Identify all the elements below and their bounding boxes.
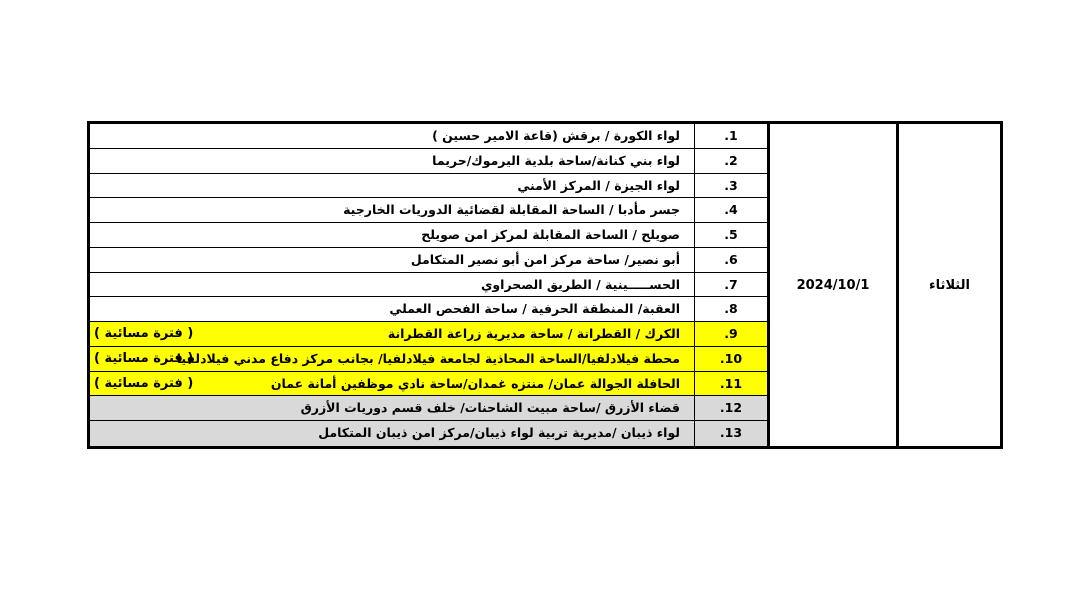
location-cell [90, 273, 695, 297]
location-cell [90, 372, 695, 396]
location-text: لواء الكورة / برقش (قاعة الامير حسين ) [432, 128, 680, 143]
location-text: محطة فيلادلفيا/الساحة المحاذية لجامعة فيلادلفيا/ بجانب مركز دفاع مدني فيلادلفيا [176, 350, 680, 366]
table-row [90, 273, 767, 298]
table-row [90, 322, 767, 347]
table-row [90, 347, 767, 372]
location-cell [90, 124, 695, 148]
location-text: الكرك / القطرانة / ساحة مديرية زراعة القطرانة [387, 326, 680, 342]
row-number-cell: .13 [695, 421, 767, 446]
location-text: أبو نصير/ ساحة مركز امن أبو نصير المتكامل [410, 251, 680, 267]
table-row [90, 248, 767, 273]
location-cell [90, 198, 695, 222]
location-cell [90, 297, 695, 321]
row-number-cell: .6 [695, 248, 767, 272]
row-number-cell: .3 [695, 174, 767, 198]
table-row [90, 396, 767, 421]
location-cell [90, 248, 695, 272]
location-cell [90, 322, 695, 346]
table-row [90, 223, 767, 248]
table-row [90, 372, 767, 397]
location-cell [90, 347, 695, 371]
row-number-cell: .9 [695, 322, 767, 346]
location-cell [90, 421, 695, 446]
table-row [90, 149, 767, 174]
evening-period-note: ( فترة مسائية ) [94, 326, 194, 342]
location-text: الحســـــينية / الطريق الصحراوي [480, 276, 680, 292]
location-text: لواء ذيبان /مديرية تربية لواء ذيبان/مركز امن ذيبان المتكامل [318, 425, 680, 441]
day-cell: الثلاثاء [929, 277, 970, 293]
location-text: الحافلة الجوالة عمان/ منتزه غمدان/ساحة نادي موظفين أمانة عمان [270, 375, 680, 391]
table-row [90, 174, 767, 199]
schedule-table [87, 121, 1003, 449]
row-number-cell: .10 [695, 347, 767, 371]
location-text: لواء الجيزة / المركز الأمني [517, 177, 680, 193]
evening-period-note: ( فترة مسائية ) [94, 350, 194, 366]
row-number-cell: .1 [695, 124, 767, 148]
locations-list [90, 124, 767, 446]
table-row [90, 124, 767, 149]
location-cell [90, 149, 695, 173]
location-text: العقبة/ المنطقة الحرفية / ساحة الفحص العملي [389, 301, 680, 317]
row-number-cell: .5 [695, 223, 767, 247]
evening-period-note: ( فترة مسائية ) [94, 375, 194, 391]
location-text: لواء بني كنانة/ساحة بلدية اليرموك/حريما [432, 152, 680, 168]
table-row [90, 198, 767, 223]
location-cell [90, 223, 695, 247]
location-text: صويلح / الساحة المقابلة لمركز امن صويلح [421, 227, 680, 243]
location-cell [90, 396, 695, 420]
table-row [90, 421, 767, 446]
row-number-cell: .12 [695, 396, 767, 420]
location-cell [90, 174, 695, 198]
row-number-cell: .8 [695, 297, 767, 321]
location-text: قضاء الأزرق /ساحة مبيت الشاحنات/ خلف قسم دوريات الأزرق [300, 400, 680, 416]
row-number-cell: .11 [695, 372, 767, 396]
row-number-cell: .2 [695, 149, 767, 173]
location-text: جسر مأدبا / الساحة المقابلة لقضائية الدوريات الخارجية [343, 202, 680, 218]
row-number-cell: .4 [695, 198, 767, 222]
table-row [90, 297, 767, 322]
row-number-cell: .7 [695, 273, 767, 297]
date-cell: 2024/10/1 [767, 124, 899, 446]
